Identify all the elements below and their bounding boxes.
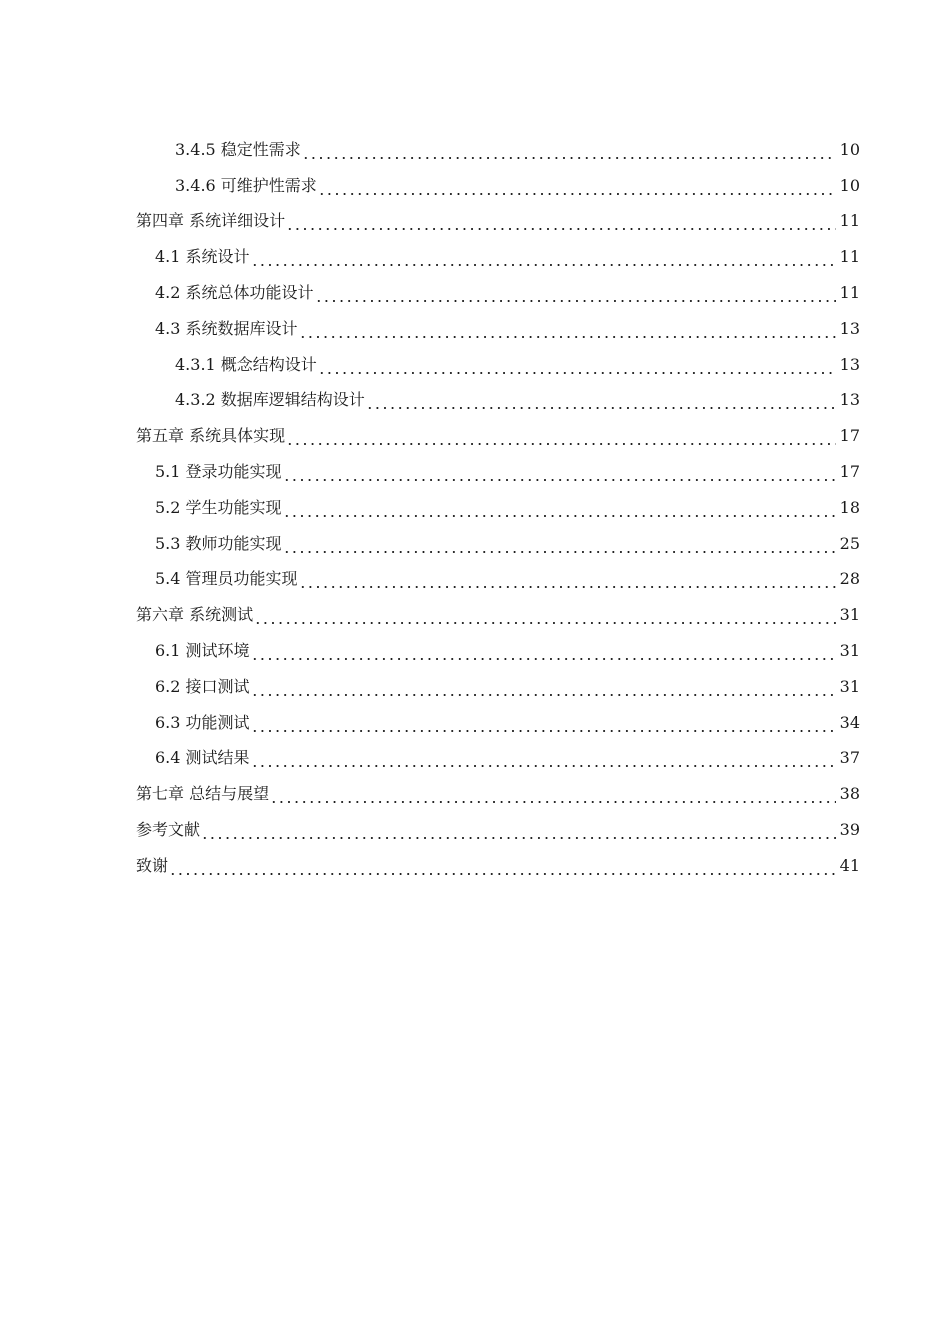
toc-entry-page-number: 31 [839, 676, 860, 696]
toc-entry[interactable] [0, 454, 860, 490]
toc-entry[interactable] [0, 526, 860, 562]
toc-entry-title: 第七章 总结与展望 [136, 784, 270, 804]
toc-entry[interactable] [0, 633, 860, 669]
toc-dot-leader [169, 860, 836, 876]
toc-entry-title: 第四章 系统详细设计 [136, 211, 286, 231]
toc-dot-leader [251, 752, 836, 768]
toc-entry-page-number: 17 [839, 426, 860, 446]
toc-entry[interactable] [0, 204, 860, 240]
toc-dot-leader [318, 180, 836, 196]
toc-dot-leader [283, 466, 836, 482]
toc-dot-leader [299, 323, 836, 339]
toc-entry-page-number: 11 [839, 283, 860, 303]
toc-entry-page-number: 34 [839, 712, 860, 732]
toc-entry[interactable] [0, 490, 860, 526]
toc-entry-page-number: 31 [839, 605, 860, 625]
toc-entry[interactable] [0, 311, 860, 347]
toc-dot-leader [254, 609, 836, 625]
toc-entry-page-number: 38 [839, 784, 860, 804]
toc-entry-page-number: 11 [839, 247, 860, 267]
toc-entry-title: 4.1 系统设计 [155, 247, 250, 267]
toc-dot-leader [315, 287, 836, 303]
toc-dot-leader [283, 502, 836, 518]
toc-dot-leader [251, 645, 836, 661]
toc-entry[interactable] [0, 239, 860, 275]
toc-entry[interactable] [0, 669, 860, 705]
toc-entry[interactable] [0, 168, 860, 204]
toc-entry-title: 3.4.6 可维护性需求 [175, 175, 317, 195]
toc-entry[interactable] [0, 418, 860, 454]
toc-entry-title: 5.2 学生功能实现 [155, 497, 282, 517]
toc-entry-page-number: 31 [839, 641, 860, 661]
toc-entry[interactable] [0, 776, 860, 812]
table-of-contents [0, 132, 950, 884]
toc-entry-title: 5.4 管理员功能实现 [155, 569, 298, 589]
toc-dot-leader [283, 538, 836, 554]
toc-dot-leader [201, 824, 836, 840]
toc-dot-leader [286, 430, 836, 446]
toc-entry-title: 第五章 系统具体实现 [136, 426, 286, 446]
toc-dot-leader [251, 717, 836, 733]
toc-entry-title: 6.2 接口测试 [155, 676, 250, 696]
toc-entry[interactable] [0, 383, 860, 419]
toc-dot-leader [302, 144, 836, 160]
toc-entry[interactable] [0, 347, 860, 383]
toc-entry-title: 致谢 [136, 855, 169, 875]
toc-entry[interactable] [0, 741, 860, 777]
toc-entry-page-number: 10 [839, 139, 860, 159]
toc-entry-title: 4.3.2 数据库逻辑结构设计 [175, 390, 365, 410]
toc-entry-title: 4.2 系统总体功能设计 [155, 283, 314, 303]
toc-entry-title: 5.1 登录功能实现 [155, 462, 282, 482]
toc-dot-leader [299, 573, 836, 589]
toc-entry[interactable] [0, 705, 860, 741]
toc-entry-page-number: 28 [839, 569, 860, 589]
toc-entry-title: 第六章 系统测试 [136, 605, 254, 625]
toc-entry-page-number: 18 [839, 497, 860, 517]
toc-entry-page-number: 25 [839, 533, 860, 553]
toc-dot-leader [251, 251, 836, 267]
toc-entry-page-number: 37 [839, 748, 860, 768]
toc-entry[interactable] [0, 562, 860, 598]
toc-entry-title: 6.4 测试结果 [155, 748, 250, 768]
toc-entry-title: 4.3 系统数据库设计 [155, 318, 298, 338]
toc-entry-title: 3.4.5 稳定性需求 [175, 139, 301, 159]
toc-entry-page-number: 41 [839, 855, 860, 875]
toc-entry[interactable] [0, 812, 860, 848]
toc-entry[interactable] [0, 132, 860, 168]
toc-entry-page-number: 13 [839, 354, 860, 374]
toc-entry-title: 5.3 教师功能实现 [155, 533, 282, 553]
toc-entry-page-number: 13 [839, 318, 860, 338]
toc-entry[interactable] [0, 275, 860, 311]
toc-entry-title: 6.1 测试环境 [155, 641, 250, 661]
toc-dot-leader [270, 788, 836, 804]
toc-entry-page-number: 13 [839, 390, 860, 410]
toc-dot-leader [251, 681, 836, 697]
toc-entry-title: 参考文献 [136, 820, 201, 840]
toc-dot-leader [366, 394, 836, 410]
toc-entry[interactable] [0, 597, 860, 633]
toc-dot-leader [286, 215, 836, 231]
toc-entry[interactable] [0, 848, 860, 884]
toc-entry-page-number: 39 [839, 820, 860, 840]
toc-entry-title: 6.3 功能测试 [155, 712, 250, 732]
toc-dot-leader [318, 359, 836, 375]
toc-entry-page-number: 11 [839, 211, 860, 231]
toc-entry-page-number: 17 [839, 462, 860, 482]
toc-entry-page-number: 10 [839, 175, 860, 195]
toc-entry-title: 4.3.1 概念结构设计 [175, 354, 317, 374]
